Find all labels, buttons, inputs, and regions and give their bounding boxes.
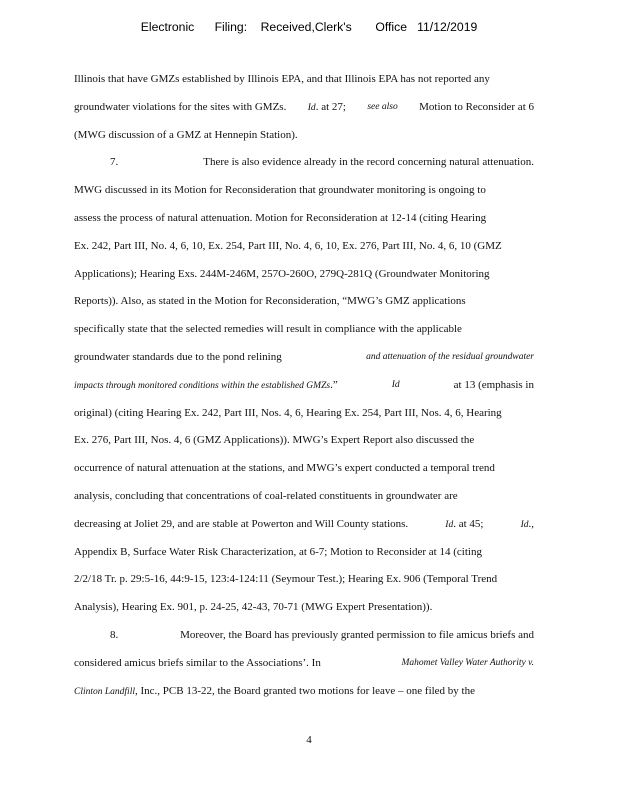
electronic-filing-stamp: Electronic Filing: Received,Clerk's Office 11/12/2019 [140, 20, 478, 34]
text-line: (MWG discussion of a GMZ at Hennepin Station). [74, 128, 298, 141]
text-line: Illinois that have GMZs established by Illinois EPA, and that Illinois EPA has not reported any [74, 73, 490, 85]
paragraph-7-start: 7. There is also evidence already in the record concerning natural attenuation. [74, 149, 534, 177]
text-line: assess the process of natural attenuation. Motion for Reconsideration at 12-14 (citing Hearing [74, 211, 487, 224]
text-line: Ex. 242, Part III, No. 4, 6, 10, Ex. 254, Part III, No. 4, 6, 10, Ex. 276, Part III, No. 4, 6, 10 (GMZ [74, 239, 502, 252]
text-line: decreasing at Joliet 29, and are stable at Powerton and Will County stations. Id. at 45; Id., [74, 517, 534, 530]
text-line: groundwater violations for the sites with GMZs. Id. at 27; see also Motion to Reconsider at 6 [74, 100, 534, 113]
text-line: Reports)). Also, as stated in the Motion for Reconsideration, “MWG’s GMZ applications [74, 295, 466, 308]
text-line: original) (citing Hearing Ex. 242, Part III, Nos. 4, 6, Hearing Ex. 254, Part III, Nos. 4, 6, Hearing [74, 406, 502, 419]
paragraph-number: 7. [110, 156, 119, 169]
paragraph-8-start: 8. Moreover, the Board has previously granted permission to file amicus briefs and [74, 622, 534, 650]
text-line: analysis, concluding that concentrations of coal-related constituents in groundwater are [74, 489, 458, 502]
text-line: MWG discussed in its Motion for Reconsideration that groundwater monitoring is ongoing to [74, 184, 486, 197]
text-line: impacts through monitored conditions within the established GMZs.” Id at 13 (emphasis in [74, 378, 534, 391]
text-line: 2/2/18 Tr. p. 29:5-16, 44:9-15, 123:4-124:11 (Seymour Test.); Hearing Ex. 906 (Temporal Trend [74, 573, 498, 586]
text-line: groundwater standards due to the pond relining and attenuation of the residual groundwater [74, 350, 534, 363]
paragraph-number: 8. [110, 628, 119, 641]
text-line: Clinton Landfill, Inc., PCB 13-22, the Board granted two motions for leave – one filed by the [74, 684, 475, 697]
text-line: Analysis), Hearing Ex. 901, p. 24-25, 42-43, 70-71 (MWG Expert Presentation)). [74, 601, 433, 614]
page-number: 4 [306, 734, 312, 746]
text-line: specifically state that the selected remedies will result in compliance with the applicable [74, 323, 462, 336]
document-body [74, 66, 534, 705]
text-line: Appendix B, Surface Water Risk Characterization, at 6-7; Motion to Reconsider at 14 (citing [74, 545, 482, 558]
text-line: Ex. 276, Part III, Nos. 4, 6 (GMZ Applications)). MWG’s Expert Report also discussed the [74, 434, 475, 447]
text-line: considered amicus briefs similar to the Associations’. In Mahomet Valley Water Authority v. [74, 656, 534, 669]
text-line: occurrence of natural attenuation at the stations, and MWG’s expert conducted a temporal trend [74, 462, 495, 475]
text-line: Applications); Hearing Exs. 244M-246M, 257O-260O, 279Q-281Q (Groundwater Monitoring [74, 267, 490, 280]
